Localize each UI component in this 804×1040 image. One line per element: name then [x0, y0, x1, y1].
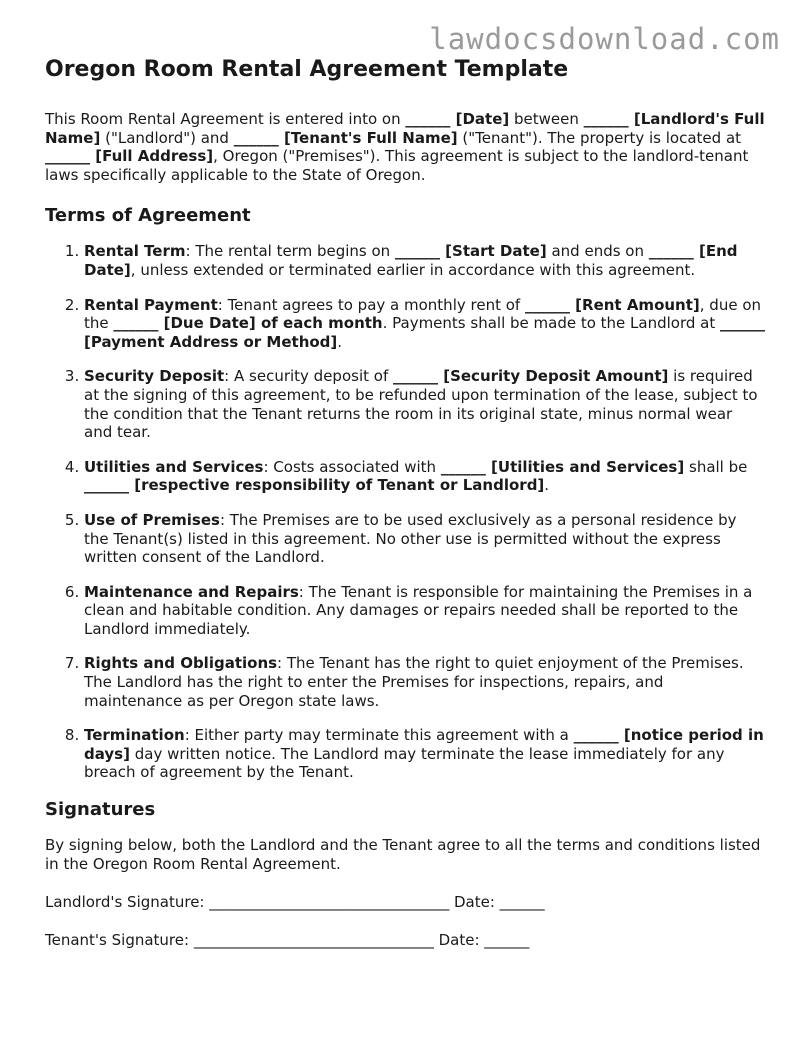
text: between	[509, 110, 584, 128]
text: : Tenant agrees to pay a monthly rent of	[217, 295, 525, 314]
bold-text: Termination	[84, 726, 185, 745]
signatures-intro: By signing below, both the Landlord and the Tenant agree to all the terms and conditions listed in the Oregon Room Rental Agreement.	[45, 836, 761, 873]
landlord-signature-line: Landlord's Signature: ________________________________ Date: ______	[45, 893, 545, 912]
bold-text: Use of Premises	[84, 510, 220, 529]
intro-paragraph	[45, 110, 765, 184]
bold-text: ______ [Full Address]	[45, 147, 214, 166]
text: .	[337, 332, 343, 351]
term-rights-obligations	[84, 654, 765, 710]
term-utilities-services	[84, 458, 765, 495]
term-maintenance-repairs	[84, 583, 765, 639]
bold-text: ______ [notice period in days]	[84, 726, 764, 763]
document-title: Oregon Room Rental Agreement Template	[45, 57, 569, 82]
term-security-deposit	[84, 367, 765, 441]
bold-text: Rental Term	[84, 242, 186, 261]
text: .	[544, 476, 550, 495]
terms-heading: Terms of Agreement	[45, 205, 251, 227]
text: and ends on	[546, 242, 649, 261]
term-termination	[84, 726, 765, 782]
text: This Room Rental Agreement is entered into on	[45, 110, 406, 128]
text: shall be	[684, 457, 748, 476]
bold-text: ______ [Start Date]	[394, 242, 547, 261]
text: : The Premises are to be used exclusively as a personal residence by the Tenant(s) listed in this agreement. No other use is permitted without the express written consent of the Landlord.	[84, 510, 737, 567]
tenant-signature-line: Tenant's Signature: ________________________________ Date: ______	[45, 930, 530, 949]
bold-text: ______ [Date]	[405, 110, 510, 128]
text: : The Tenant is responsible for maintaining the Premises in a clean and habitable condition. Any damages or repairs needed shall be reported to the Landlord immediately.	[84, 582, 753, 638]
text: , due on the	[84, 295, 762, 333]
text: : The Tenant has the right to quiet enjoyment of the Premises. The Landlord has the right to enter the Premises for inspections, repairs, and maintenance as per Oregon state laws.	[84, 654, 744, 710]
text: is required at the signing of this agreement, to be refunded upon termination of the lease, subject to the condition that the Tenant returns the room in its original state, minus normal wear and tear.	[84, 367, 758, 442]
bold-text: ______ [Rent Amount]	[524, 295, 700, 314]
bold-text: ______ [End Date]	[84, 242, 738, 279]
text: ("Landlord") and	[100, 128, 234, 147]
bold-text: ______ [Landlord's Full Name]	[45, 110, 765, 147]
bold-text: ______ [respective responsibility of Tenant or Landlord]	[84, 476, 545, 495]
site-watermark: lawdocsdownload.com	[429, 22, 780, 56]
document-page	[45, 56, 765, 968]
bold-text: ______ [Payment Address or Method]	[84, 314, 766, 351]
term-use-of-premises	[84, 511, 765, 567]
bold-text: Security Deposit	[84, 367, 225, 386]
term-rental-payment	[84, 296, 765, 352]
text: day written notice. The Landlord may terminate the lease immediately for any breach of agreement by the Tenant.	[84, 744, 725, 782]
text: , Oregon ("Premises"). This agreement is subject to the landlord-tenant laws specifically applicable to the State of Oregon.	[45, 147, 749, 184]
bold-text: Rights and Obligations	[84, 654, 278, 673]
text: : Costs associated with	[263, 457, 441, 476]
bold-text: Maintenance and Repairs	[84, 582, 299, 601]
text: ("Tenant"). The property is located at	[457, 128, 742, 147]
bold-text: Rental Payment	[84, 295, 218, 314]
bold-text: ______ [Tenant's Full Name]	[233, 128, 458, 147]
text: . Payments shall be made to the Landlord at	[382, 314, 721, 333]
term-rental-term	[84, 242, 765, 279]
signatures-heading: Signatures	[45, 799, 156, 821]
bold-text: ______ [Security Deposit Amount]	[393, 367, 669, 386]
text: : The rental term begins on	[185, 242, 395, 261]
text: : A security deposit of	[224, 367, 393, 386]
text: : Either party may terminate this agreement with a	[184, 726, 574, 745]
bold-text: ______ [Utilities and Services]	[440, 457, 685, 476]
text: , unless extended or terminated earlier in accordance with this agreement.	[130, 260, 696, 279]
terms-list	[45, 242, 765, 782]
bold-text: ______ [Due Date] of each month	[113, 314, 383, 333]
bold-text: Utilities and Services	[84, 457, 264, 476]
